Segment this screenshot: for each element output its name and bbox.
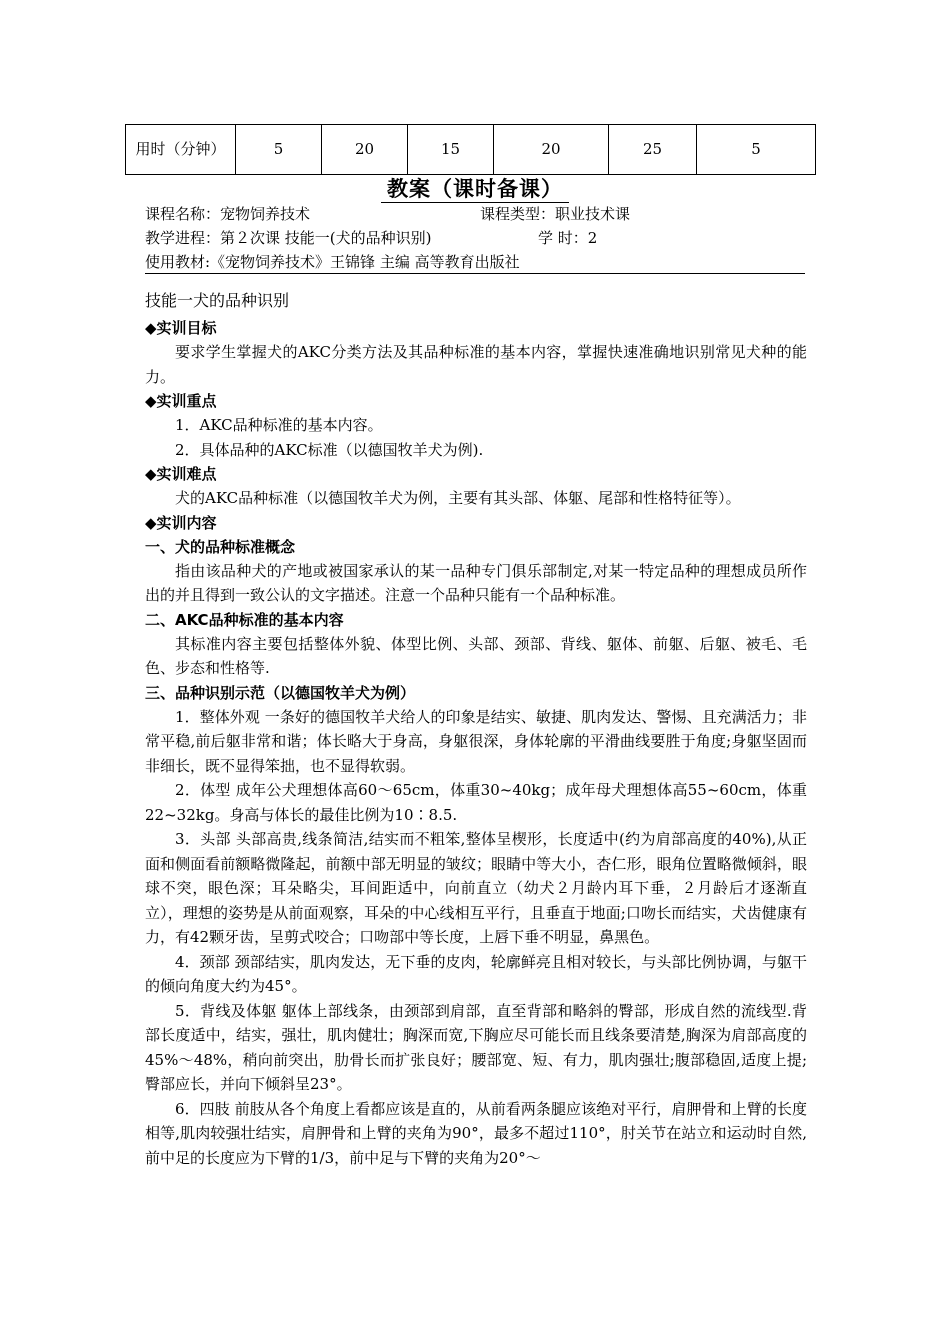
goal-text: 要求学生掌握犬的AKC分类方法及其品种标准的基本内容，掌握快速准确地识别常见犬种的能力。: [145, 343, 807, 386]
content-heading: ◆实训内容: [145, 513, 217, 532]
key-heading: ◆实训重点: [145, 392, 217, 410]
standard-item-1: 1．整体外观 一条好的德国牧羊犬给人的印象是结实、敏捷、肌肉发达、警惕、且充满活力；非常平稳,前后躯非常和谐；体长略大于身高，身躯很深，身体轮廓的平滑曲线要胜于角度;身躯坚固而非细长，既不显得笨拙，也不显得软弱。: [145, 707, 807, 775]
meta-row-3: [145, 250, 805, 274]
standard-item-6: 6．四肢 前肢从各个角度上看都应该是直的，从前看两条腿应该绝对平行，肩胛骨和上臂的长度相等,肌肉较强壮结实，肩胛骨和上臂的夹角为90°，最多不超过110°，肘关节在站立和运动时自然,前中足的长度应为下臂的1/3，前中足与下臂的夹角为20°～: [145, 1099, 807, 1167]
time-allocation-table: [125, 124, 816, 175]
skill-heading: 技能一犬的品种识别: [145, 291, 290, 310]
course-type: 课程类型：职业技术课: [480, 205, 631, 223]
meta-row-2: [145, 226, 805, 250]
course-name: 课程名称：宠物饲养技术: [145, 205, 311, 223]
time-label-cell: 用时（分钟）: [126, 125, 236, 175]
key-item: 1．AKC品种标准的基本内容。: [175, 416, 383, 434]
teaching-progress: 教学进程：第２次课 技能一(犬的品种识别): [145, 229, 432, 247]
title-wrap: [0, 176, 950, 203]
textbook: 使用教材:《宠物饲养技术》王锦锋 主编 高等教育出版社: [145, 253, 520, 271]
part1-heading: 一、犬的品种标准概念: [145, 537, 296, 556]
page-title: 教案（课时备课）: [381, 176, 569, 203]
standard-item-2: 2．体型 成年公犬理想体高60～65cm，体重30~40kg；成年母犬理想体高55~60cm，体重22~32kg。身高与体长的最佳比例为10∶8.5.: [145, 781, 807, 824]
time-value-cell: 20: [322, 125, 408, 175]
class-hours: 学 时：2: [538, 229, 598, 247]
difficulty-heading: ◆实训难点: [145, 465, 217, 483]
part2-text: 其标准内容主要包括整体外貌、体型比例、头部、颈部、背线、躯体、前躯、后躯、被毛、毛色、步态和性格等.: [145, 634, 807, 677]
standard-item-5: 5．背线及体躯 躯体上部线条，由颈部到肩部，直至背部和略斜的臀部，形成自然的流线型.背部长度适中，结实，强壮，肌肉健壮；胸深而宽,下胸应尽可能长而且线条要清楚,胸深为肩部高度的45%～48%，稍向前突出，肋骨长而扩张良好；腰部宽、短、有力，肌肉强壮;腹部稳固,适度上提;臀部应长，并向下倾斜呈23°。: [145, 1001, 807, 1093]
time-value-cell: 5: [236, 125, 322, 175]
standard-item-4: 4．颈部 颈部结实，肌肉发达，无下垂的皮肉，轮廓鲜亮且相对较长，与头部比例协调，与躯干的倾向角度大约为45°。: [145, 952, 807, 995]
header-divider: [145, 273, 805, 274]
goal-heading: ◆实训目标: [145, 319, 217, 337]
meta-row-1: [145, 202, 805, 226]
part2-heading: 二、AKC品种标准的基本内容: [145, 610, 344, 629]
difficulty-text: 犬的AKC品种标准（以德国牧羊犬为例，主要有其头部、体躯、尾部和性格特征等）。: [175, 489, 741, 507]
time-value-cell: 20: [494, 125, 609, 175]
table-row: [126, 125, 816, 175]
time-value-cell: 5: [697, 125, 816, 175]
lesson-content: [145, 290, 807, 1170]
time-value-cell: 25: [609, 125, 697, 175]
part3-heading: 三、品种识别示范（以德国牧羊犬为例）: [145, 683, 416, 702]
standard-item-3: 3．头部 头部高贵,线条简洁,结实而不粗笨,整体呈楔形，长度适中(约为肩部高度的40%),从正面和侧面看前额略微隆起，前额中部无明显的皱纹；眼睛中等大小，杏仁形，眼角位置略微倾斜，眼球不突，眼色深；耳朵略尖，耳间距适中，向前直立（幼犬２月龄内耳下垂，２月龄后才逐渐直立），理想的姿势是从前面观察，耳朵的中心线相互平行，且垂直于地面;口吻长而结实，犬齿健康有力，有42颗牙齿，呈剪式咬合；口吻部中等长度，上唇下垂不明显，鼻黑色。: [145, 830, 807, 946]
part1-text: 指由该品种犬的产地或被国家承认的某一品种专门俱乐部制定,对某一特定品种的理想成员所作出的并且得到一致公认的文字描述。注意一个品种只能有一个品种标准。: [145, 561, 807, 604]
key-item: 2．具体品种的AKC标准（以德国牧羊犬为例).: [175, 440, 484, 459]
time-value-cell: 15: [408, 125, 494, 175]
